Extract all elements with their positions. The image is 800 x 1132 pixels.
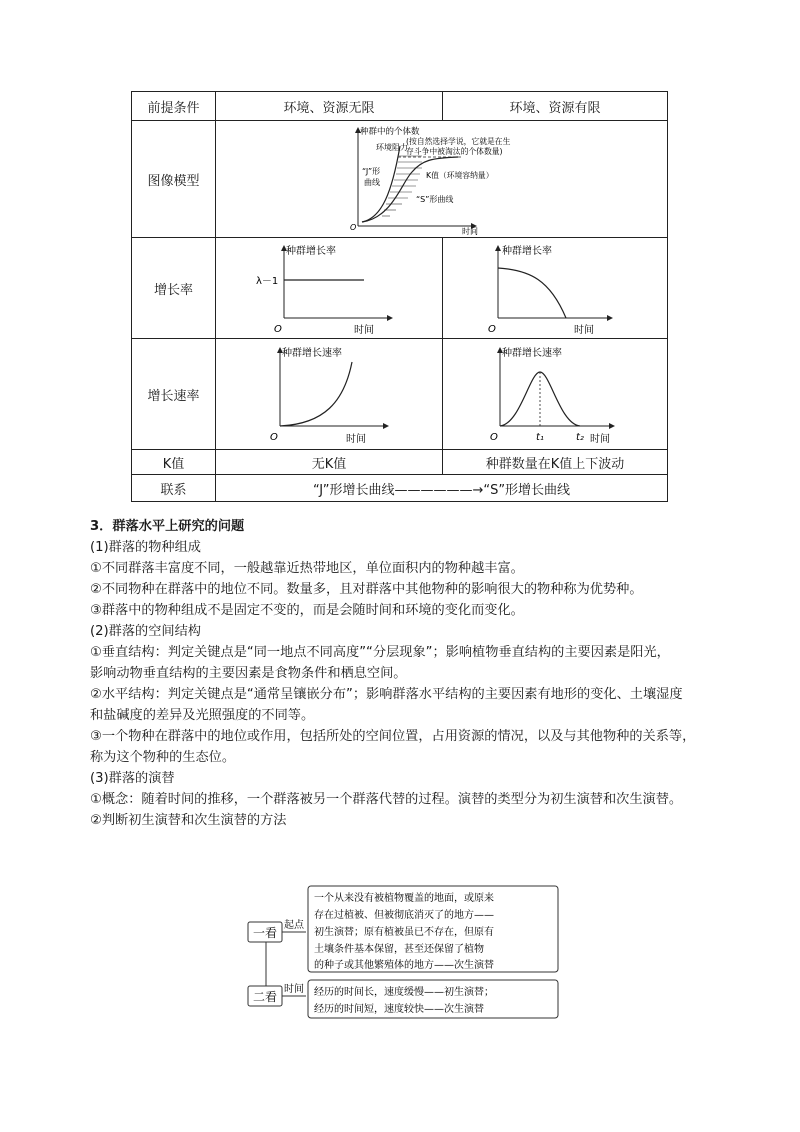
model-origin: O (349, 223, 356, 232)
paragraph-1: ①不同群落丰富度不同，一般越靠近热带地区，单位面积内的物种越丰富。 (90, 561, 524, 576)
rate-right-y-label: 种群增长率 (502, 246, 552, 257)
header-unlimited: 环境、资源无限 (216, 92, 443, 121)
box1-line3: 初生演替；原有植被虽已不存在，但原有 (314, 927, 494, 938)
paragraph-8: ②判断初生演替和次生演替的方法 (90, 813, 287, 828)
box1-line4: 土壤条件基本保留，甚至还保留了植物 (314, 944, 484, 955)
table-row-rate (132, 238, 668, 339)
community-section (90, 516, 730, 831)
key-time-label: 时间 (284, 984, 304, 995)
speed-graph-right-cell (443, 339, 668, 450)
box2-line1: 经历的时间长，速度缓慢——初生演替； (314, 987, 494, 998)
k-value-limited: 种群数量在K值上下波动 (443, 450, 668, 475)
link-text: “J”形增长曲线——————→“S”形增长曲线 (216, 475, 668, 502)
rate-left-x-label: 时间 (354, 325, 374, 336)
look2-label: 二看 (252, 990, 278, 1004)
paragraph-4b: 影响动物垂直结构的主要因素是食物条件和栖息空间。 (90, 666, 407, 681)
paragraph-2: ②不同物种在群落中的地位不同。数量多，且对群落中其他物种的影响很大的物种称为优势种。 (90, 582, 643, 597)
paragraph-7: ①概念：随着时间的推移，一个群落被另一个群落代替的过程。演替的类型分为初生演替和次生演替。 (90, 792, 683, 807)
sub-heading-3: (3)群落的演替 (90, 771, 175, 786)
paragraph-6a: ③一个物种在群落中的地位或作用，包括所处的空间位置，占用资源的情况，以及与其他物种的关系等， (90, 729, 696, 744)
row-label-k: K值 (132, 450, 216, 475)
row-label-link: 联系 (132, 475, 216, 502)
sub-heading-2: (2)群落的空间结构 (90, 624, 201, 639)
t2-label: t₂ (576, 432, 584, 443)
header-condition: 前提条件 (132, 92, 216, 121)
paragraph-5a: ②水平结构：判定关键点是“通常呈镶嵌分布”；影响群落水平结构的主要因素有地形的变化、土壤湿度 (90, 687, 683, 702)
section-title: 3．群落水平上研究的问题 (90, 519, 245, 534)
rate-level-label: λ－1 (256, 276, 279, 287)
rate-graph-right (480, 240, 630, 336)
rate-right-x-label: 时间 (574, 325, 594, 336)
model-x-label: 时间 (461, 227, 478, 236)
box2-line2: 经历的时间短，速度较快——次生演替 (314, 1004, 484, 1015)
table-row-model (132, 121, 668, 238)
t1-label: t₁ (536, 432, 544, 443)
s-label: “S”形曲线 (415, 195, 453, 204)
row-label-model: 图像模型 (132, 121, 216, 238)
speed-right-y-label: 种群增长速率 (502, 348, 562, 359)
model-y-label: 种群中的个体数 (359, 127, 420, 137)
table-row-k (132, 450, 668, 475)
box1-line1: 一个从来没有被植物覆盖的地面，或原来 (314, 893, 494, 904)
speed-graph-right (480, 342, 630, 446)
resistance-label: 环境阻力 (375, 143, 408, 152)
k-value-unlimited: 无K值 (216, 450, 443, 475)
speed-left-y-label: 种群增长速率 (282, 348, 342, 359)
rate-right-origin: O (488, 324, 496, 335)
paragraph-6b: 称为这个物种的生态位。 (90, 750, 236, 765)
speed-graph-left-cell (216, 339, 443, 450)
table-row-link (132, 475, 668, 502)
sub-heading-1: (1)群落的物种组成 (90, 540, 201, 555)
rate-left-origin: O (274, 324, 282, 335)
paragraph-4a: ①垂直结构：判定关键点是“同一地点不同高度”“分层现象”；影响植物垂直结构的主要因素是阳光， (90, 645, 670, 660)
box1-line2: 存在过植被、但被彻底消灭了的地方—— (314, 910, 494, 921)
speed-right-x-label: 时间 (590, 434, 610, 445)
rate-graph-right-cell (443, 238, 668, 339)
rate-left-y-label: 种群增长率 (286, 246, 336, 257)
header-limited: 环境、资源有限 (443, 92, 668, 121)
look1-label: 一看 (252, 926, 278, 940)
model-graph-cell (216, 121, 668, 238)
rising-speed-curve (280, 362, 352, 426)
box1-line5: 的种子或其他繁殖体的地方——次生演替 (314, 960, 494, 971)
population-growth-table (131, 91, 668, 502)
row-label-rate: 增长率 (132, 238, 216, 339)
speed-right-origin: O (490, 432, 498, 443)
model-graph (312, 122, 572, 236)
table-header-row (132, 92, 668, 121)
row-label-speed: 增长速率 (132, 339, 216, 450)
note-line1: (按自然选择学说，它就是在生 (405, 137, 510, 146)
declining-rate-curve (498, 268, 566, 318)
k-note: K值（环境容纳量） (425, 171, 493, 180)
j-label-2: 曲线 (363, 178, 380, 187)
rate-graph-left-cell (216, 238, 443, 339)
rate-graph-left (254, 240, 404, 336)
paragraph-5b: 和盐碱度的差异及光照强度的不同等。 (90, 708, 315, 723)
speed-left-x-label: 时间 (346, 434, 366, 445)
j-label-1: “J”形 (361, 167, 380, 176)
paragraph-3: ③群落中的物种组成不是固定不变的，而是会随时间和环境的变化而变化。 (90, 603, 524, 618)
note-line2: 存斗争中被淘汰的个体数量) (405, 147, 503, 156)
speed-left-origin: O (270, 432, 278, 443)
speed-graph-left (254, 342, 404, 446)
key-start-label: 起点 (284, 920, 304, 931)
table-row-speed (132, 339, 668, 450)
succession-flowchart (246, 884, 576, 1024)
